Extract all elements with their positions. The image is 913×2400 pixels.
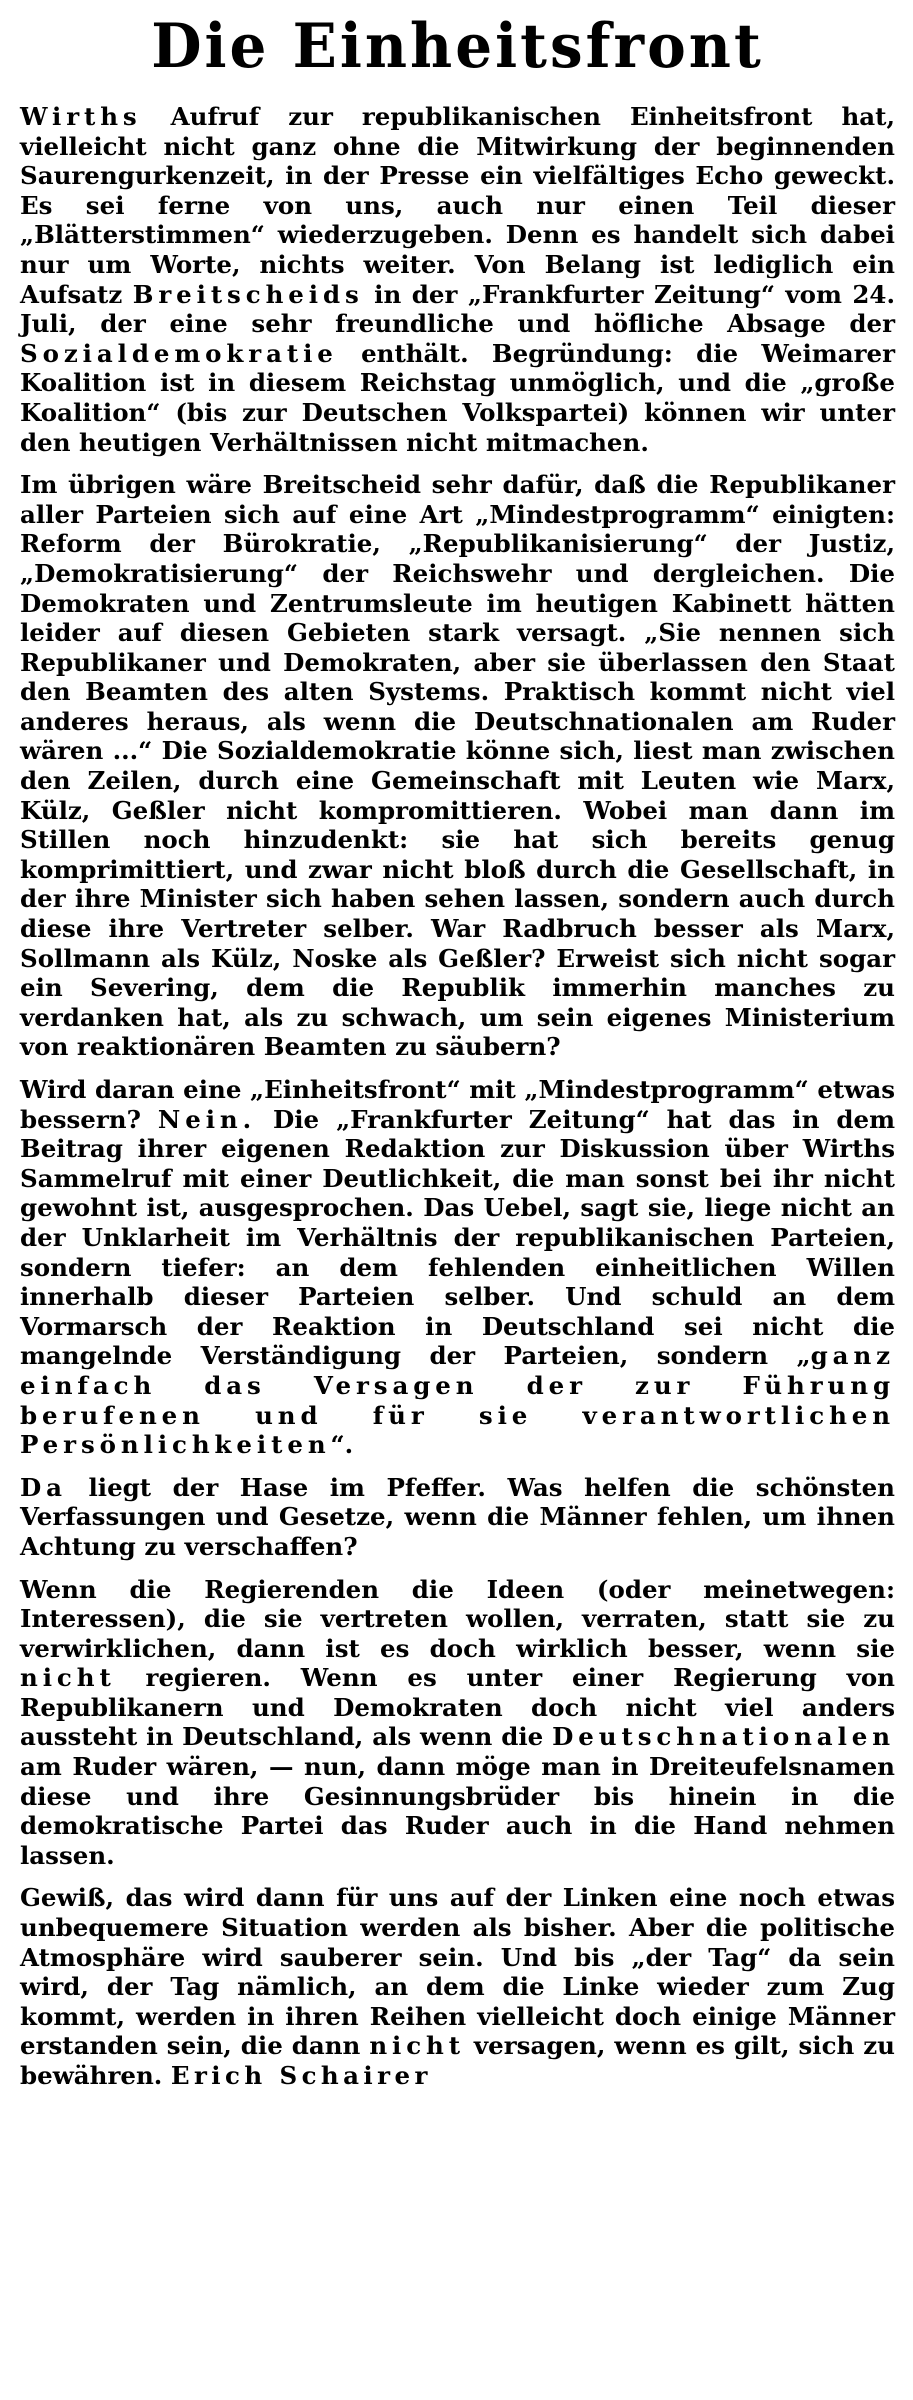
emphasized-text: Sozialdemokratie <box>20 338 338 368</box>
article-paragraph <box>20 102 895 457</box>
paragraph-text: in der „Frankfurter Zeitung“ vom 24. Juli, der eine sehr freundliche und höfliche Absage der <box>20 279 895 339</box>
paragraph-text: “. <box>330 1430 354 1460</box>
article-body <box>20 102 895 2091</box>
emphasized-text: Deutschnationalen <box>552 1722 895 1752</box>
article-headline: Die Einheitsfront <box>151 10 764 82</box>
article-paragraph <box>20 1575 895 1871</box>
emphasized-text: Breitscheids <box>132 279 364 309</box>
emphasized-text: Da <box>20 1472 67 1502</box>
emphasized-text: Wirths <box>20 102 142 131</box>
paragraph-text: liegt der Hase im Pfeffer. Was helfen die schönsten Verfassungen und Gesetze, wenn die Männer fehlen, um ihnen Achtung zu verschaffen? <box>20 1472 895 1561</box>
paragraph-text: Wenn die Regierenden die Ideen (oder meinetwegen: Interessen), die sie vertreten wollen, verraten, statt sie zu verwirklichen, dann ist es doch wirklich besser, wenn sie <box>20 1574 895 1663</box>
paragraph-text: regieren. Wenn es unter einer Regierung von Republikanern und Demokraten doch nicht viel anders aussteht in Deutschland, als wenn die <box>20 1663 895 1752</box>
article-paragraph <box>20 1075 895 1460</box>
paragraph-text: Wird daran eine „Einheitsfront“ mit „Mindestprogramm“ etwas bessern? <box>20 1075 895 1134</box>
author-signature: Erich Schairer <box>170 2061 432 2090</box>
paragraph-text: am Ruder wären, — nun, dann möge man in Dreiteufelsnamen diese und ihre Gesinnungsbrüder bis hinein in die demokratische Partei das Ruder auch in die Hand nehmen lassen. <box>20 1752 895 1870</box>
article-paragraph <box>20 470 895 1062</box>
emphasized-text: nicht <box>20 1663 116 1693</box>
emphasized-text: ganz einfach das Versagen der zur Führung berufenen und für sie verantwortlichen Persönlichkeiten <box>20 1341 895 1460</box>
paragraph-text: versagen, wenn es gilt, sich zu bewähren. <box>20 2031 895 2090</box>
article-paragraph <box>20 1473 895 1562</box>
paragraph-text: enthält. Begründung: die Weimarer Koalition ist in diesem Reichstag unmöglich, und die „große Koalition“ (bis zur Deutschen Volkspartei) können wir unter den heutigen Verhältnissen nicht mitmachen. <box>20 338 895 457</box>
paragraph-text: Gewiß, das wird dann für uns auf der Linken eine noch etwas unbequemere Situation werden als bisher. Aber die politische Atmosphäre wird sauberer sein. Und bis „der Tag“ da sein wird, der Tag nämlich, an dem die Linke wieder zum Zug kommt, werden in ihren Reihen vielleicht doch einige Männer erstanden sein, die dann <box>20 1883 895 2061</box>
paragraph-text: Aufruf zur republikanischen Einheitsfront hat, vielleicht nicht ganz ohne die Mitwirkung der beginnenden Saurengurkenzeit, in der Presse ein vielfältiges Echo geweckt. Es sei ferne von uns, auch nur einen Teil dieser „Blätterstimmen“ wiederzugeben. Denn es handelt sich dabei nur um Worte, nichts weiter. Von Belang ist lediglich ein Aufsatz <box>20 102 895 309</box>
paragraph-text: Die „Frankfurter Zeitung“ hat das in dem Beitrag ihrer eigenen Redaktion zur Diskussion über Wirths Sammelruf mit einer Deutlichkeit, die man sonst bei ihr nicht gewohnt ist, ausgesprochen. Das Uebel, sagt sie, liege nicht an der Unklarheit im Verhältnis der republikanischen Parteien, sondern tiefer: an dem fehlenden einheitlichen Willen innerhalb dieser Parteien selber. Und schuld an dem Vormarsch der Reaktion in Deutschland sei nicht die mangelnde Verständigung der Parteien, sondern „ <box>20 1104 896 1371</box>
article-paragraph <box>20 1883 895 2090</box>
emphasized-text: nicht <box>369 2031 465 2061</box>
paragraph-text: Im übrigen wäre Breitscheid sehr dafür, daß die Republikaner aller Parteien sich auf eine Art „Mindestprogramm“ einigten: Reform der Bürokratie, „Republikanisierung“ der Justiz, „Demokratisierung“ der Reichswehr und dergleichen. Die Demokraten und Zentrumsleute im heutigen Kabinett hätten leider auf diesen Gebieten stark versagt. „Sie nennen sich Republikaner und Demokraten, aber sie überlassen den Staat den Beamten des alten Systems. Praktisch kommt nicht viel anderes heraus, als wenn die Deutschnationalen am Ruder wären ...“ Die Sozialdemokratie könne sich, liest man zwischen den Zeilen, durch eine Gemeinschaft mit Leuten wie Marx, Külz, Geßler nicht kompromittieren. Wobei man dann im Stillen noch hinzudenkt: sie hat sich bereits genug komprimittiert, und zwar nicht bloß durch die Gesellschaft, in der ihre Minister sich haben sehen lassen, sondern auch durch diese ihre Vertreter selber. War Radbruch besser als Marx, Sollmann als Külz, Noske als Geßler? Erweist sich nicht sogar ein Severing, dem die Republik immerhin manches zu verdanken hat, als zu schwach, um sein eigenes Ministerium von reaktionären Beamten zu säubern? <box>20 470 895 1062</box>
emphasized-text: Nein. <box>157 1104 257 1134</box>
